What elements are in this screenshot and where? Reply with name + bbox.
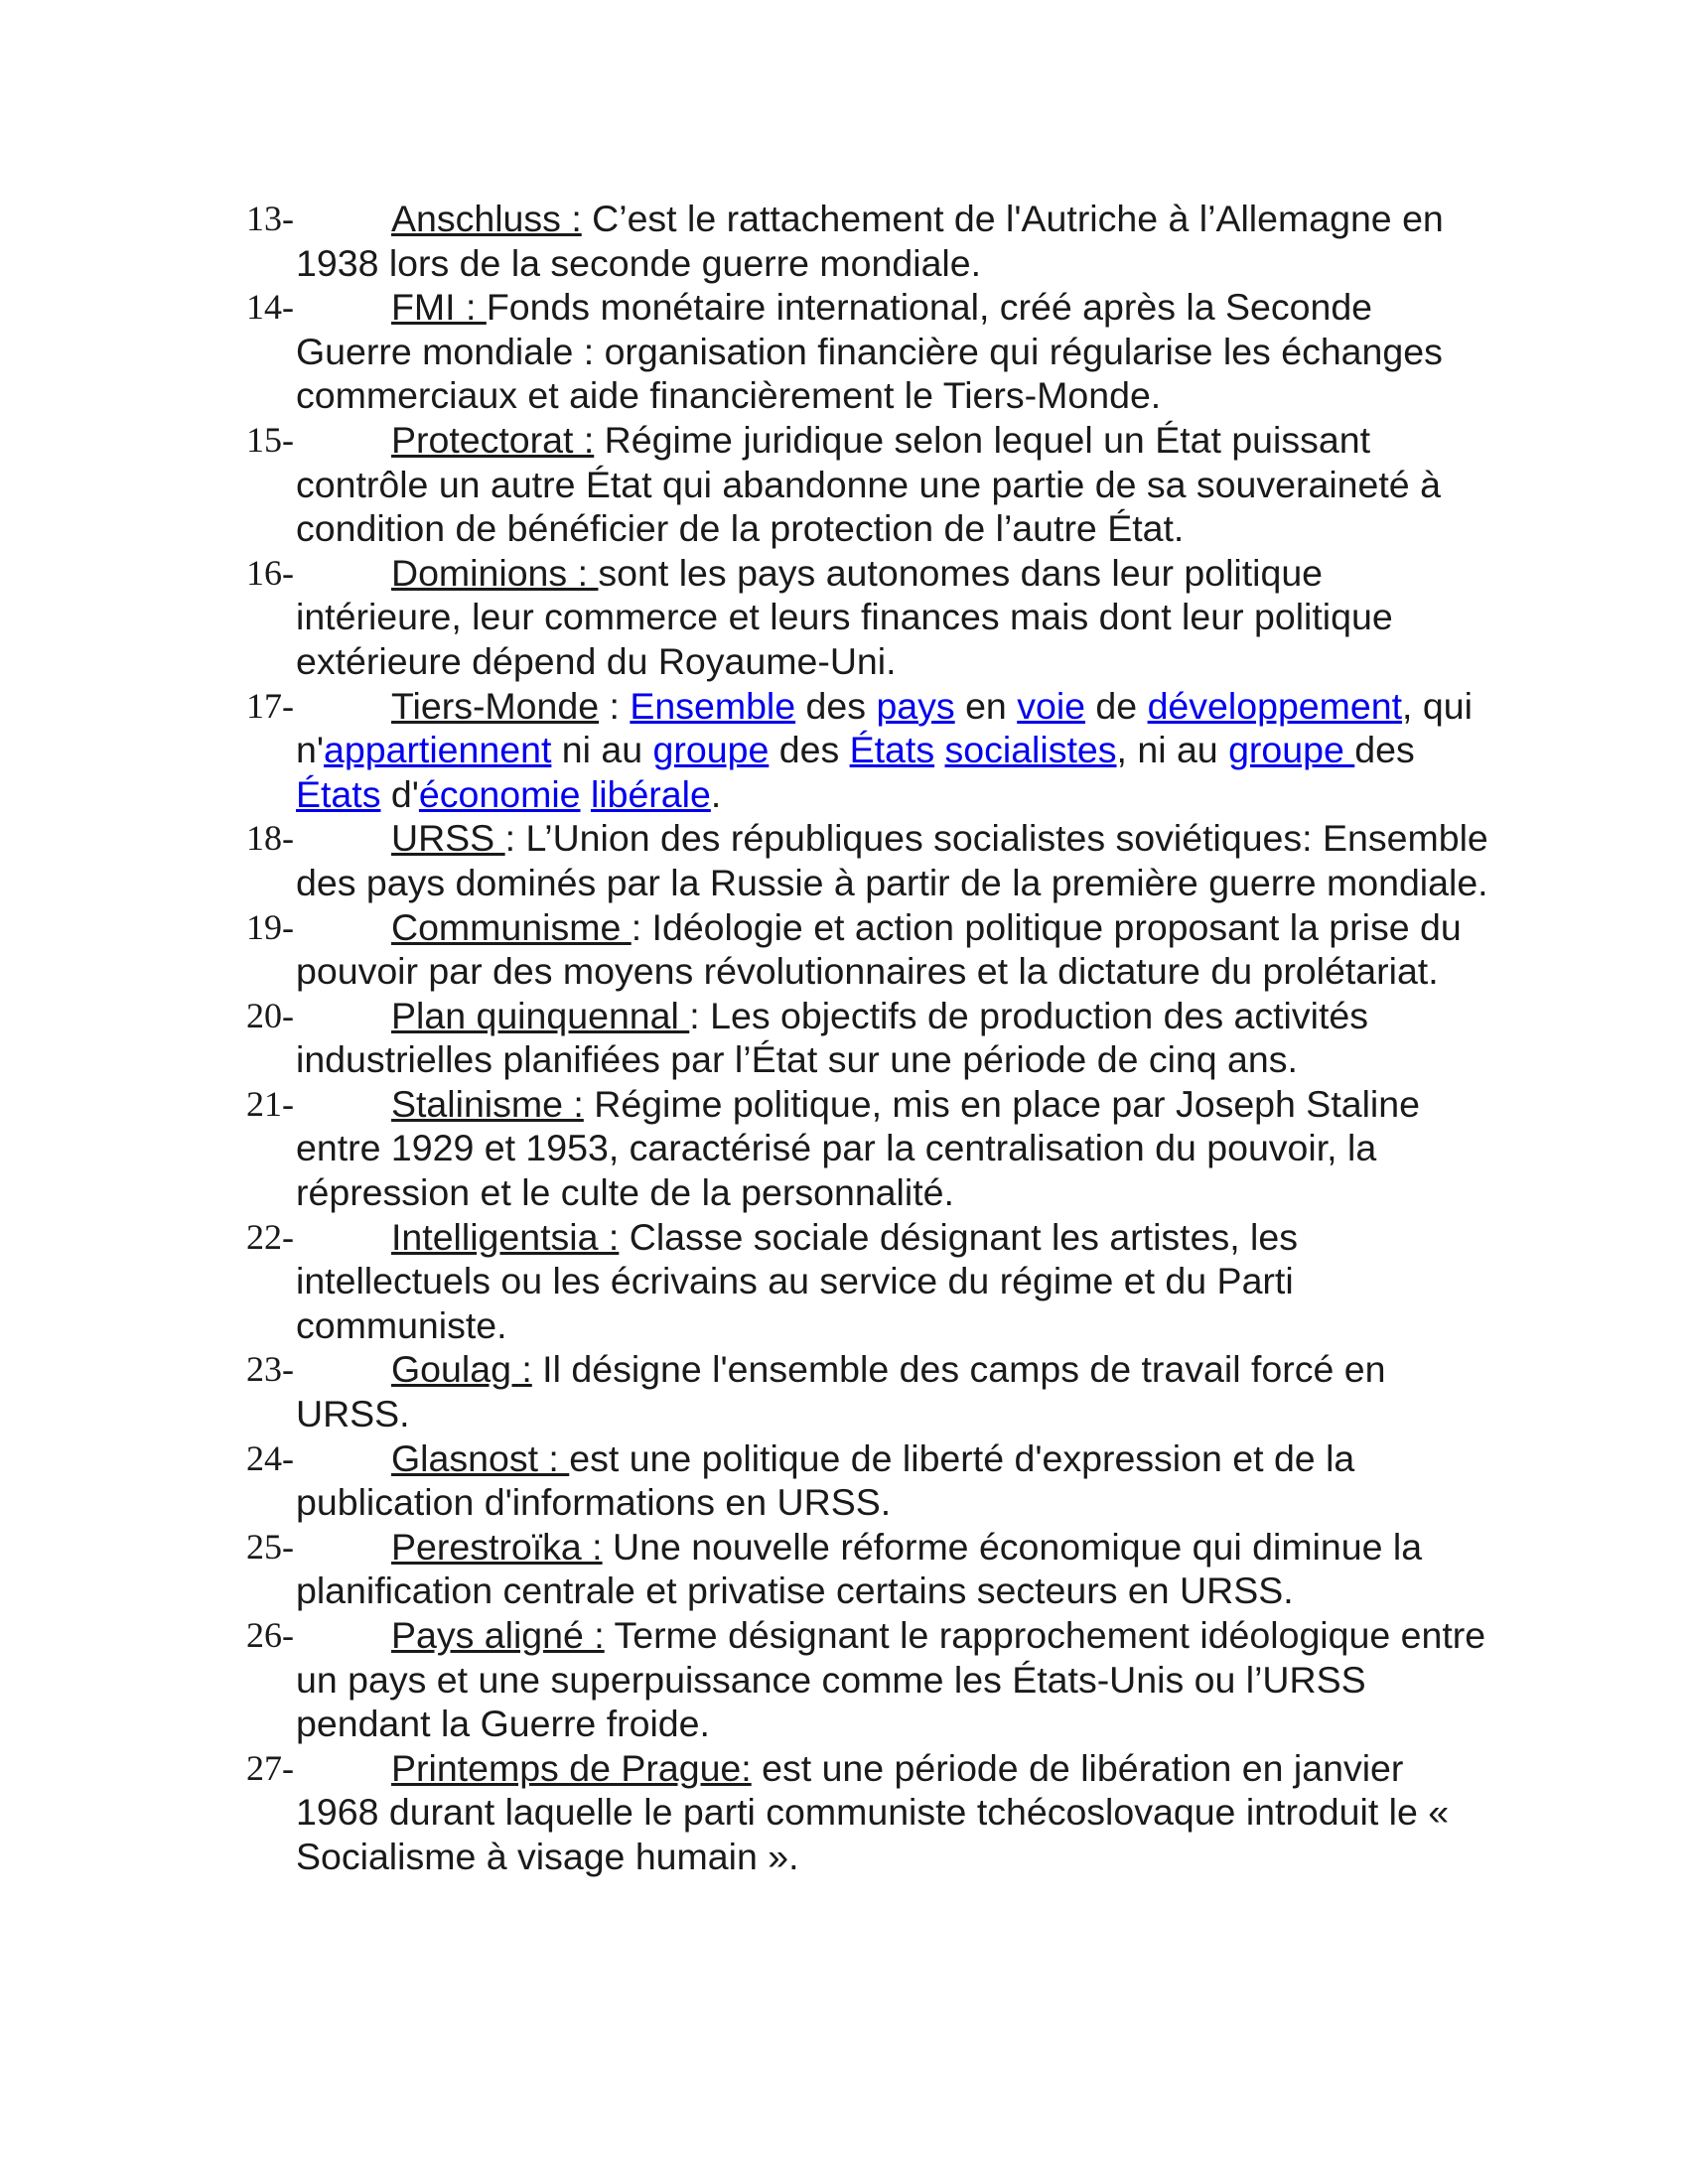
- definition-text: est une politique de liberté d'expression et de la publication d'informations en URSS.: [296, 1436, 1355, 1524]
- definition-text: [934, 729, 944, 770]
- entry-number: 21-: [246, 1083, 294, 1124]
- glossary-entry: [246, 1082, 1492, 1215]
- entry-number: 14-: [246, 287, 294, 328]
- glossary-entry: [246, 1215, 1492, 1348]
- glossary-entry: [246, 1525, 1492, 1613]
- entry-number: 15-: [246, 419, 294, 460]
- entry-number: 17-: [246, 685, 294, 726]
- definition-text: , ni au: [1116, 729, 1229, 771]
- definition-text: des: [1354, 729, 1415, 771]
- glossary-entry: [246, 816, 1492, 904]
- glossary-entry: [246, 1347, 1492, 1435]
- definition-text: de: [1085, 684, 1148, 727]
- glossary-term: Communisme: [391, 905, 632, 948]
- glossary-term: Anschluss :: [391, 198, 582, 239]
- entry-number: 25-: [246, 1526, 294, 1567]
- definition-text: C’est le rattachement de l'Autriche à l’Allemagne en 1938 lors de la seconde guerre mondiale.: [296, 198, 1444, 284]
- glossary-entry: [246, 197, 1492, 285]
- glossary-entry: [246, 418, 1492, 551]
- glossary-term: Goulag :: [391, 1348, 532, 1391]
- definition-text: des: [795, 684, 877, 727]
- entry-number: 27-: [246, 1747, 294, 1788]
- entry-number: 16-: [246, 552, 294, 593]
- glossary-term: Intelligentsia :: [391, 1215, 620, 1258]
- glossary-term: Pays aligné :: [391, 1614, 605, 1656]
- wiki-link[interactable]: libérale: [590, 772, 711, 815]
- definition-text: Fonds monétaire international, créé après la Seconde Guerre mondiale : organisation financière qui régularise les échanges commerciaux et aide financièrement le Tiers-Monde.: [296, 286, 1443, 417]
- definition-text: Une nouvelle réforme économique qui diminue la planification centrale et privatise certains secteurs en URSS.: [296, 1525, 1423, 1612]
- definition-text: Classe sociale désignant les artistes, les intellectuels ou les écrivains au service du régime et du Parti communiste.: [296, 1215, 1298, 1346]
- definition-text: Régime juridique selon lequel un État puissant contrôle un autre État qui abandonne une partie de sa souveraineté à condition de bénéficier de la protection de l’autre État.: [296, 418, 1441, 550]
- glossary-term: Tiers-Monde: [391, 684, 600, 727]
- definition-text: .: [710, 772, 722, 815]
- glossary-term: Glasnost :: [391, 1436, 570, 1479]
- wiki-link[interactable]: pays: [876, 684, 955, 727]
- wiki-link[interactable]: appartiennent: [324, 729, 552, 771]
- glossary-term: Dominions :: [391, 551, 599, 594]
- glossary-term: Perestroïka :: [391, 1525, 603, 1568]
- definition-text: d': [380, 772, 419, 815]
- entry-number: 13-: [246, 199, 294, 238]
- entry-number: 19-: [246, 906, 294, 947]
- glossary-term: Protectorat :: [391, 418, 595, 461]
- wiki-link[interactable]: développement: [1147, 684, 1403, 727]
- entry-number: 26-: [246, 1615, 294, 1655]
- glossary-entry: [246, 1613, 1492, 1746]
- entry-number: 24-: [246, 1437, 294, 1478]
- definition-text: Il désigne l'ensemble des camps de travail forcé en URSS.: [296, 1348, 1386, 1435]
- glossary-term: Printemps de Prague:: [391, 1746, 752, 1789]
- definition-text: ni au: [551, 729, 653, 771]
- definition-text: en: [954, 684, 1018, 727]
- entry-number: 23-: [246, 1349, 294, 1390]
- glossary-entry: [246, 285, 1492, 418]
- glossary-term: Stalinisme :: [391, 1082, 584, 1125]
- glossary-term: URSS: [391, 817, 505, 860]
- definition-text: : Les objectifs de production des activités industrielles planifiées par l’État sur une période de cinq ans.: [296, 994, 1368, 1081]
- glossary-entry: [246, 905, 1492, 994]
- entry-number: 22-: [246, 1216, 294, 1257]
- glossary-entry: [246, 1436, 1492, 1525]
- glossary-term: FMI :: [391, 286, 487, 329]
- entry-number: 18-: [246, 818, 294, 859]
- wiki-link[interactable]: économie: [418, 772, 581, 815]
- definition-text: des: [769, 729, 850, 771]
- glossary-list: [246, 197, 1492, 1879]
- glossary-entry: [246, 551, 1492, 684]
- definition-text: :: [599, 684, 631, 727]
- glossary-entry: [246, 994, 1492, 1082]
- definition-text: Régime politique, mis en place par Joseph Staline entre 1929 et 1953, caractérisé par la centralisation du pouvoir, la répression et le culte de la personnalité.: [296, 1082, 1420, 1214]
- glossary-term: Plan quinquennal: [391, 994, 690, 1036]
- wiki-link[interactable]: États: [849, 729, 935, 771]
- definition-text: Terme désignant le rapprochement idéologique entre un pays et une superpuissance comme les États-Unis ou l’URSS pendant la Guerre froide.: [296, 1614, 1486, 1745]
- glossary-entry: [246, 1746, 1492, 1879]
- definition-text: , qui n': [296, 684, 1473, 771]
- definition-text: : Idéologie et action politique proposant la prise du pouvoir par des moyens révolutionnaires et la dictature du prolétariat.: [296, 905, 1462, 993]
- wiki-link[interactable]: États: [296, 772, 381, 815]
- definition-text: [581, 773, 591, 815]
- definition-text: : L’Union des républiques socialistes soviétiques: Ensemble des pays dominés par la Russie à partir de la première guerre mondiale.: [296, 817, 1488, 903]
- wiki-link[interactable]: groupe: [652, 729, 770, 771]
- wiki-link[interactable]: groupe: [1228, 729, 1355, 771]
- wiki-link[interactable]: voie: [1017, 684, 1086, 727]
- entry-number: 20-: [246, 995, 294, 1035]
- glossary-entry: [246, 684, 1492, 817]
- definition-text: est une période de libération en janvier 1968 durant laquelle le parti communiste tchécoslovaque introduit le « Socialisme à visage humain ».: [296, 1746, 1450, 1877]
- definition-text: sont les pays autonomes dans leur politique intérieure, leur commerce et leurs finances mais dont leur politique extérieure dépend du Royaume-Uni.: [296, 551, 1393, 682]
- wiki-link[interactable]: socialistes: [944, 729, 1117, 771]
- wiki-link[interactable]: Ensemble: [630, 684, 796, 727]
